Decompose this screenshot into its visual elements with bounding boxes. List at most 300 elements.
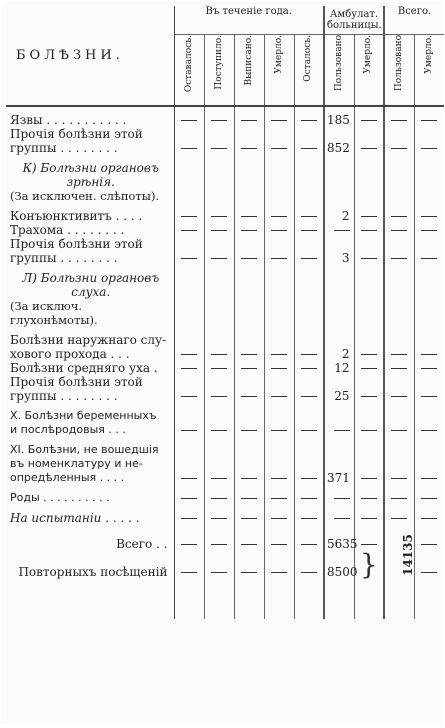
empty-cell: [294, 361, 324, 375]
amb-treated-value: 25: [324, 389, 354, 403]
dash-mark: [181, 354, 197, 355]
empty-cell: [384, 361, 414, 375]
amb-treated-value: [324, 457, 354, 471]
ambulatory-header: Амбулат. больницы.: [324, 6, 384, 35]
dash-mark: [271, 354, 287, 355]
empty-cell: [384, 457, 414, 471]
empty-cell: [294, 251, 324, 265]
row-label: слуха.: [6, 285, 174, 299]
empty-cell: [354, 141, 384, 155]
amb-treated-value: [324, 223, 354, 237]
empty-cell: [204, 511, 234, 525]
empty-cell: [234, 361, 264, 375]
dash-mark: [391, 120, 407, 121]
dash-mark: [361, 430, 377, 431]
empty-cell: [384, 423, 414, 437]
empty-cell: [204, 141, 234, 155]
empty-cell: [384, 491, 414, 505]
dash-mark: [361, 396, 377, 397]
amb-treated-value: [324, 271, 354, 285]
empty-cell: [174, 161, 204, 175]
dash-mark: [241, 216, 257, 217]
dash-mark: [181, 216, 197, 217]
dash-mark: [391, 230, 407, 231]
empty-cell: [414, 443, 444, 457]
dash-mark: [391, 430, 407, 431]
amb-treated-value: [324, 175, 354, 189]
empty-cell: [264, 333, 294, 347]
empty-cell: [354, 127, 384, 141]
col-amb-died: Умерло.: [354, 35, 384, 107]
empty-cell: [204, 375, 234, 389]
amb-treated-value: [324, 299, 354, 327]
empty-cell: [384, 347, 414, 361]
empty-cell: [204, 285, 234, 299]
dash-mark: [421, 396, 437, 397]
empty-cell: [354, 189, 384, 203]
empty-cell: [294, 299, 324, 327]
empty-cell: [264, 409, 294, 423]
empty-cell: [174, 333, 204, 347]
row-label: въ номенклатуру и не-: [6, 457, 174, 471]
table-row: [6, 511, 444, 525]
dash-mark: [271, 430, 287, 431]
col-tot-died: Умерло.: [414, 35, 444, 107]
dash-mark: [421, 368, 437, 369]
empty-cell: [414, 423, 444, 437]
empty-cell: [234, 141, 264, 155]
empty-cell: [414, 113, 444, 127]
empty-cell: [174, 361, 204, 375]
table-row: [6, 389, 444, 403]
dash-mark: [181, 518, 197, 519]
dash-mark: [301, 368, 317, 369]
dash-mark: [271, 120, 287, 121]
total-label: Всего . .: [6, 531, 174, 551]
repeat-visits-value: 8500: [324, 551, 354, 579]
empty-cell: [204, 175, 234, 189]
table-row: [6, 189, 444, 203]
table-row: [6, 141, 444, 155]
dash-mark: [211, 396, 227, 397]
empty-cell: [354, 175, 384, 189]
empty-cell: [264, 113, 294, 127]
table-row: [6, 161, 444, 175]
empty-cell: [294, 285, 324, 299]
table-row: [6, 237, 444, 251]
dash-mark: [391, 396, 407, 397]
dash-mark: [361, 478, 377, 479]
dash-mark: [361, 120, 377, 121]
table-row: [6, 251, 444, 265]
empty-cell: [354, 389, 384, 403]
empty-cell: [234, 333, 264, 347]
dash-mark: [421, 258, 437, 259]
empty-cell: [204, 189, 234, 203]
dash-mark: [391, 518, 407, 519]
dash-mark: [241, 518, 257, 519]
empty-cell: [384, 511, 414, 525]
dash-mark: [211, 216, 227, 217]
empty-cell: [414, 209, 444, 223]
row-label: Трахома . . . . . . . .: [6, 223, 174, 237]
empty-cell: [294, 457, 324, 471]
empty-cell: [264, 471, 294, 485]
dash-mark: [301, 148, 317, 149]
empty-cell: [174, 511, 204, 525]
dash-mark: [421, 230, 437, 231]
empty-cell: [384, 389, 414, 403]
empty-cell: [174, 347, 204, 361]
dash-mark: [361, 230, 377, 231]
empty-cell: [354, 251, 384, 265]
empty-cell: [414, 333, 444, 347]
empty-cell: [264, 141, 294, 155]
dash-mark: [271, 148, 287, 149]
dash-mark: [211, 430, 227, 431]
empty-cell: [264, 189, 294, 203]
empty-cell: [234, 127, 264, 141]
amb-treated-value: [324, 127, 354, 141]
empty-cell: [234, 375, 264, 389]
empty-cell: [354, 443, 384, 457]
empty-cell: [264, 127, 294, 141]
empty-cell: [384, 223, 414, 237]
table-row: [6, 209, 444, 223]
table-row: [6, 375, 444, 389]
empty-cell: [414, 375, 444, 389]
empty-cell: [204, 161, 234, 175]
dash-mark: [271, 216, 287, 217]
dash-mark: [301, 430, 317, 431]
empty-cell: [294, 423, 324, 437]
dash-mark: [181, 368, 197, 369]
dash-mark: [391, 354, 407, 355]
dash-mark: [241, 368, 257, 369]
dash-mark: [391, 478, 407, 479]
empty-cell: [294, 127, 324, 141]
dash-mark: [181, 230, 197, 231]
dash-mark: [301, 216, 317, 217]
amb-treated-value: 371: [324, 471, 354, 485]
row-label: XI. Болѣзни, не вошедшія: [6, 443, 174, 457]
empty-cell: [294, 409, 324, 423]
empty-cell: [384, 161, 414, 175]
empty-cell: [294, 161, 324, 175]
row-label: и послѣродовыя . . .: [6, 423, 174, 437]
empty-cell: [294, 443, 324, 457]
grand-total-cell: [384, 531, 414, 579]
col-remained-end: Осталось.: [294, 35, 324, 107]
dash-mark: [241, 498, 257, 499]
empty-cell: [264, 223, 294, 237]
empty-cell: [174, 409, 204, 423]
empty-cell: [354, 409, 384, 423]
during-year-header: Въ теченіе года.: [174, 6, 324, 35]
empty-cell: [294, 189, 324, 203]
empty-cell: [294, 389, 324, 403]
row-label: Болѣзни средняго уха .: [6, 361, 174, 375]
empty-cell: [174, 251, 204, 265]
empty-cell: [414, 251, 444, 265]
empty-cell: [234, 347, 264, 361]
amb-treated-value: [324, 409, 354, 423]
empty-cell: [414, 361, 444, 375]
empty-cell: [204, 237, 234, 251]
amb-treated-value: [324, 333, 354, 347]
amb-treated-value: 2: [324, 347, 354, 361]
dash-mark: [271, 368, 287, 369]
empty-cell: [294, 141, 324, 155]
table-row: [6, 175, 444, 189]
dash-mark: [421, 148, 437, 149]
empty-cell: [174, 423, 204, 437]
empty-cell: [414, 223, 444, 237]
empty-cell: [294, 471, 324, 485]
empty-cell: [294, 237, 324, 251]
col-admitted: Поступило.: [204, 35, 234, 107]
dash-mark: [301, 478, 317, 479]
empty-cell: [204, 423, 234, 437]
empty-cell: [294, 511, 324, 525]
dash-mark: [301, 230, 317, 231]
empty-cell: [294, 375, 324, 389]
empty-cell: [204, 361, 234, 375]
dash-mark: [271, 498, 287, 499]
dash-mark: [271, 518, 287, 519]
empty-cell: [384, 299, 414, 327]
empty-cell: [384, 409, 414, 423]
empty-cell: [234, 161, 264, 175]
dash-mark: [271, 258, 287, 259]
empty-cell: [384, 113, 414, 127]
empty-cell: [384, 333, 414, 347]
grand-total-value: 14135: [400, 534, 415, 576]
empty-cell: [204, 471, 234, 485]
empty-cell: [384, 175, 414, 189]
empty-cell: [384, 189, 414, 203]
table-row: [6, 409, 444, 423]
empty-cell: [354, 237, 384, 251]
empty-cell: [294, 271, 324, 285]
dash-mark: [211, 230, 227, 231]
empty-cell: [414, 285, 444, 299]
empty-cell: [204, 223, 234, 237]
empty-cell: [174, 175, 204, 189]
empty-cell: [264, 299, 294, 327]
dash-mark: [391, 148, 407, 149]
empty-cell: [204, 389, 234, 403]
empty-cell: [354, 471, 384, 485]
empty-cell: [264, 347, 294, 361]
col-died: Умерло.: [264, 35, 294, 107]
dash-mark: [241, 478, 257, 479]
empty-cell: [204, 333, 234, 347]
table-row: [6, 347, 444, 361]
dash-mark: [211, 354, 227, 355]
dash-mark: [361, 518, 377, 519]
dash-mark: [241, 148, 257, 149]
dash-mark: [421, 498, 437, 499]
table-row: [6, 285, 444, 299]
empty-cell: [354, 457, 384, 471]
empty-cell: [174, 141, 204, 155]
amb-treated-value: [324, 375, 354, 389]
table-row: [6, 457, 444, 471]
empty-cell: [414, 511, 444, 525]
empty-cell: [264, 209, 294, 223]
empty-cell: [234, 251, 264, 265]
table-row: [6, 223, 444, 237]
dash-mark: [211, 478, 227, 479]
empty-cell: [204, 299, 234, 327]
amb-treated-value: 185: [324, 113, 354, 127]
empty-cell: [174, 209, 204, 223]
empty-cell: [174, 471, 204, 485]
dash-mark: [421, 430, 437, 431]
dash-mark: [391, 258, 407, 259]
empty-cell: [354, 511, 384, 525]
empty-cell: [264, 457, 294, 471]
total-row: [6, 531, 444, 551]
totals-body: [6, 525, 444, 619]
empty-cell: [354, 223, 384, 237]
empty-cell: [234, 423, 264, 437]
empty-cell: [354, 375, 384, 389]
row-label: (За исключен. слѣпоты).: [6, 189, 174, 203]
dash-mark: [241, 354, 257, 355]
empty-cell: [294, 113, 324, 127]
row-label: Л) Болѣзни органовъ: [6, 271, 174, 285]
empty-cell: [234, 443, 264, 457]
empty-cell: [294, 223, 324, 237]
dash-mark: [181, 478, 197, 479]
empty-cell: [384, 141, 414, 155]
empty-cell: [414, 491, 444, 505]
table-row: [6, 113, 444, 127]
dash-mark: [181, 396, 197, 397]
dash-mark: [391, 368, 407, 369]
empty-cell: [174, 189, 204, 203]
empty-cell: [204, 347, 234, 361]
empty-cell: [354, 299, 384, 327]
empty-cell: [174, 491, 204, 505]
dash-mark: [361, 258, 377, 259]
diseases-header: БОЛѢЗНИ.: [6, 6, 174, 106]
dash-mark: [181, 430, 197, 431]
dash-mark: [211, 518, 227, 519]
row-label: группы . . . . . . . .: [6, 389, 174, 403]
dash-mark: [241, 120, 257, 121]
dash-mark: [301, 518, 317, 519]
total-value: 5635: [324, 531, 354, 551]
empty-cell: [234, 409, 264, 423]
empty-cell: [294, 175, 324, 189]
dash-mark: [181, 148, 197, 149]
amb-treated-value: 2: [324, 209, 354, 223]
empty-cell: [354, 285, 384, 299]
dash-mark: [271, 396, 287, 397]
empty-cell: [204, 457, 234, 471]
dash-mark: [181, 258, 197, 259]
empty-cell: [384, 271, 414, 285]
col-tot-treated: Пользовано: [384, 35, 414, 107]
empty-cell: [234, 511, 264, 525]
empty-cell: [234, 113, 264, 127]
empty-cell: [174, 237, 204, 251]
dash-mark: [301, 120, 317, 121]
row-label: зрѣнія.: [6, 175, 174, 189]
dash-mark: [211, 120, 227, 121]
table-row: [6, 471, 444, 485]
amb-treated-value: 12: [324, 361, 354, 375]
row-label: Язвы . . . . . . . . . . .: [6, 113, 174, 127]
amb-treated-value: [324, 491, 354, 505]
empty-cell: [384, 127, 414, 141]
empty-cell: [174, 299, 204, 327]
empty-cell: [174, 271, 204, 285]
row-label: Прочія болѣзни этой: [6, 237, 174, 251]
repeat-visits-label: Повторныхъ посѣщеній: [6, 551, 174, 579]
empty-cell: [174, 127, 204, 141]
row-label: хового прохода . . .: [6, 347, 174, 361]
dash-mark: [421, 354, 437, 355]
empty-cell: [234, 223, 264, 237]
empty-cell: [264, 161, 294, 175]
row-label: На испытаніи . . . . .: [6, 511, 174, 525]
empty-cell: [384, 471, 414, 485]
empty-cell: [414, 141, 444, 155]
amb-treated-value: 852: [324, 141, 354, 155]
empty-cell: [414, 127, 444, 141]
dash-mark: [421, 120, 437, 121]
empty-cell: [264, 237, 294, 251]
dash-mark: [211, 258, 227, 259]
dash-mark: [421, 518, 437, 519]
empty-cell: [384, 285, 414, 299]
empty-cell: [204, 443, 234, 457]
empty-cell: [414, 175, 444, 189]
dash-mark: [181, 498, 197, 499]
empty-cell: [174, 113, 204, 127]
empty-cell: [354, 209, 384, 223]
empty-cell: [264, 491, 294, 505]
empty-cell: [204, 209, 234, 223]
empty-cell: [234, 389, 264, 403]
amb-treated-value: 3: [324, 251, 354, 265]
empty-cell: [264, 443, 294, 457]
empty-cell: [414, 457, 444, 471]
col-remained-start: Оставалось.: [174, 35, 204, 107]
empty-cell: [354, 333, 384, 347]
row-label: Прочія болѣзни этой: [6, 127, 174, 141]
amb-treated-value: [324, 189, 354, 203]
dash-mark: [361, 216, 377, 217]
table-row: [6, 127, 444, 141]
row-label: (За исключ. глухонѣмоты).: [6, 299, 174, 327]
dash-mark: [241, 258, 257, 259]
empty-cell: [264, 511, 294, 525]
empty-cell: [264, 251, 294, 265]
empty-cell: [414, 237, 444, 251]
dash-mark: [361, 354, 377, 355]
dash-mark: [181, 120, 197, 121]
dash-mark: [241, 396, 257, 397]
empty-cell: [414, 161, 444, 175]
amb-treated-value: [324, 511, 354, 525]
dash-mark: [211, 368, 227, 369]
empty-cell: [264, 423, 294, 437]
